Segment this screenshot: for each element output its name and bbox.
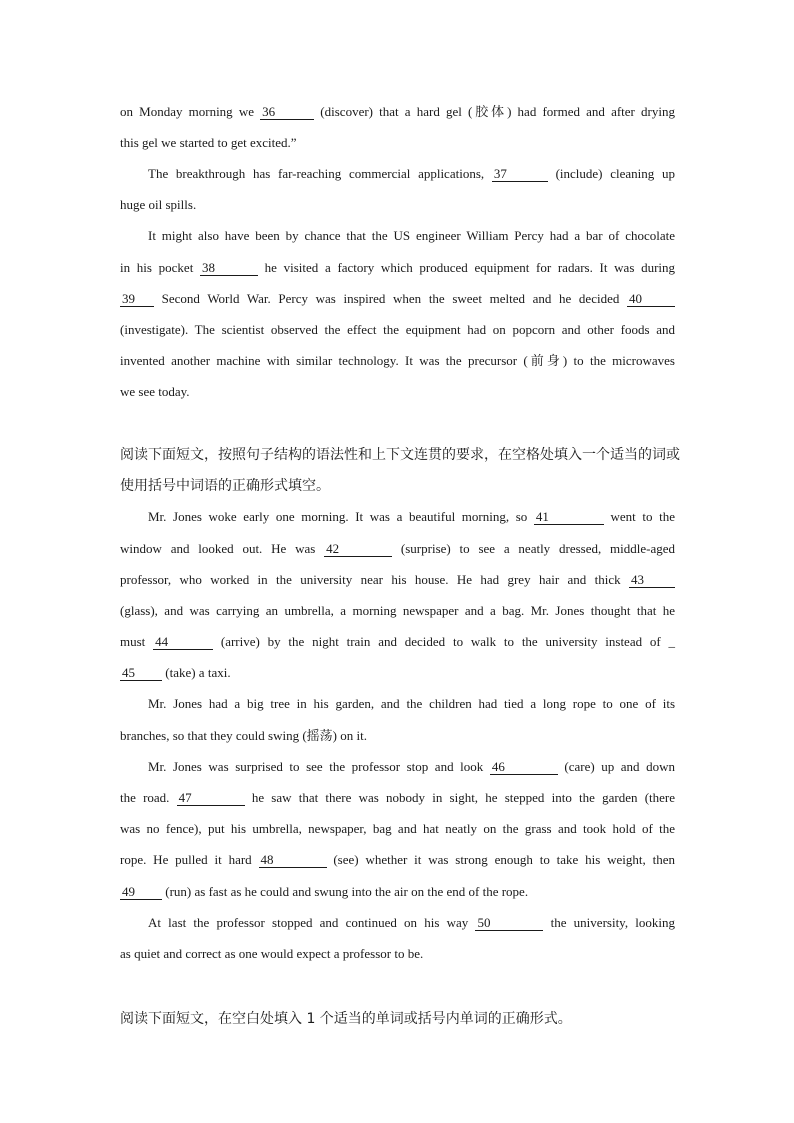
blank-41[interactable]: 41 — [534, 510, 604, 525]
text: invented another machine with similar technology. It was the precursor ( — [120, 353, 528, 368]
passage-line — [120, 572, 675, 588]
text: 胶体 — [472, 105, 508, 120]
passage-line — [148, 166, 675, 182]
passage-line — [120, 135, 675, 151]
passage-line — [120, 634, 675, 650]
blank-42[interactable]: 42 — [324, 542, 392, 557]
text: ) on it. — [332, 728, 367, 743]
text: The breakthrough has far-reaching commercial applications, — [148, 166, 492, 181]
passage-line — [120, 821, 675, 837]
text: 摇荡 — [306, 729, 333, 744]
text: he saw that there was nobody in sight, he stepped into the garden (there — [244, 790, 676, 805]
blank-37[interactable]: 37 — [492, 167, 548, 182]
text: Second World War. Percy was inspired when the sweet melted and he decided — [154, 291, 627, 306]
text: (take) a taxi. — [162, 665, 231, 680]
text: we see today. — [120, 384, 190, 399]
passage-line — [120, 322, 675, 338]
blank-36[interactable]: 36 — [260, 105, 314, 120]
text: in his pocket — [120, 260, 200, 275]
instruction-heading: 使用括号中词语的正确形式填空。 — [120, 478, 330, 494]
text: ) had formed and after drying — [507, 104, 675, 119]
text: Mr. Jones was surprised to see the professor stop and look — [148, 759, 490, 774]
instruction-heading: 阅读下面短文，在空白处填入 1 个适当的单词或括号内单词的正确形式。 — [120, 1011, 572, 1027]
text: (see) whether it was strong enough to take his weight, then — [326, 852, 675, 867]
text: (care) up and down — [557, 759, 675, 774]
passage-line — [120, 790, 675, 806]
text: (include) cleaning up — [547, 166, 675, 181]
text: It might also have been by chance that the US engineer William Percy had a bar of chocolate — [148, 228, 675, 243]
passage-line — [120, 260, 675, 276]
passage-line — [148, 509, 675, 525]
passage-line — [120, 197, 675, 213]
passage-line — [148, 228, 675, 244]
passage-line — [120, 603, 675, 619]
passage-line — [120, 665, 675, 681]
passage-line — [120, 884, 675, 900]
passage-line — [148, 759, 675, 775]
blank-49[interactable]: 49 — [120, 885, 162, 900]
passage-line — [120, 852, 675, 868]
passage-line — [120, 291, 675, 307]
text: was no fence), put his umbrella, newspaper, bag and hat neatly on the grass and took hold of the — [120, 821, 675, 836]
passage-line — [120, 946, 675, 962]
text: this gel we started to get excited.” — [120, 135, 297, 150]
text: huge oil spills. — [120, 197, 197, 212]
text: (arrive) by the night train and decided to walk to the university instead of _ — [213, 634, 675, 649]
passage-line — [120, 353, 675, 369]
blank-48[interactable]: 48 — [259, 853, 327, 868]
text: Mr. Jones had a big tree in his garden, and the children had tied a long rope to one of its — [148, 696, 675, 711]
passage-line — [120, 384, 675, 400]
blank-43[interactable]: 43 — [629, 573, 675, 588]
text: on Monday morning we — [120, 104, 261, 119]
text: rope. He pulled it hard — [120, 852, 259, 867]
blank-39[interactable]: 39 — [120, 292, 154, 307]
text: must — [120, 634, 154, 649]
blank-47[interactable]: 47 — [177, 791, 245, 806]
text: went to the — [603, 509, 675, 524]
blank-40[interactable]: 40 — [627, 292, 675, 307]
text: (investigate). The scientist observed the effect the equipment had on popcorn and other foods and — [120, 322, 675, 337]
blank-50[interactable]: 50 — [475, 916, 543, 931]
text: he visited a factory which produced equipment for radars. It was during — [258, 260, 676, 275]
passage-line — [120, 728, 675, 744]
instruction-heading: 阅读下面短文，按照句子结构的语法性和上下文连贯的要求，在空格处填入一个适当的词或 — [120, 447, 680, 463]
text: (discover) that a hard gel ( — [314, 104, 473, 119]
text: as quiet and correct as one would expect a professor to be. — [120, 946, 424, 961]
blank-44[interactable]: 44 — [153, 635, 213, 650]
text: (run) as fast as he could and swung into the air on the end of the rope. — [162, 884, 529, 899]
text: branches, so that they could swing ( — [120, 728, 307, 743]
text: the university, looking — [543, 915, 675, 930]
text: professor, who worked in the university near his house. He had grey hair and thick — [120, 572, 629, 587]
blank-46[interactable]: 46 — [490, 760, 558, 775]
text: (surprise) to see a neatly dressed, middle-aged — [392, 541, 676, 556]
text: ) to the microwaves — [562, 353, 675, 368]
blank-45[interactable]: 45 — [120, 666, 162, 681]
text: 前身 — [527, 354, 563, 369]
text: the road. — [120, 790, 177, 805]
blank-38[interactable]: 38 — [200, 261, 258, 276]
text: Mr. Jones woke early one morning. It was a beautiful morning, so — [148, 509, 534, 524]
text: window and looked out. He was — [120, 541, 325, 556]
passage-line — [120, 541, 675, 557]
passage-line — [120, 104, 675, 120]
passage-line — [148, 915, 675, 931]
passage-line — [148, 696, 675, 712]
text: At last the professor stopped and continued on his way — [148, 915, 476, 930]
text: (glass), and was carrying an umbrella, a morning newspaper and a bag. Mr. Jones thought that he — [120, 603, 675, 618]
